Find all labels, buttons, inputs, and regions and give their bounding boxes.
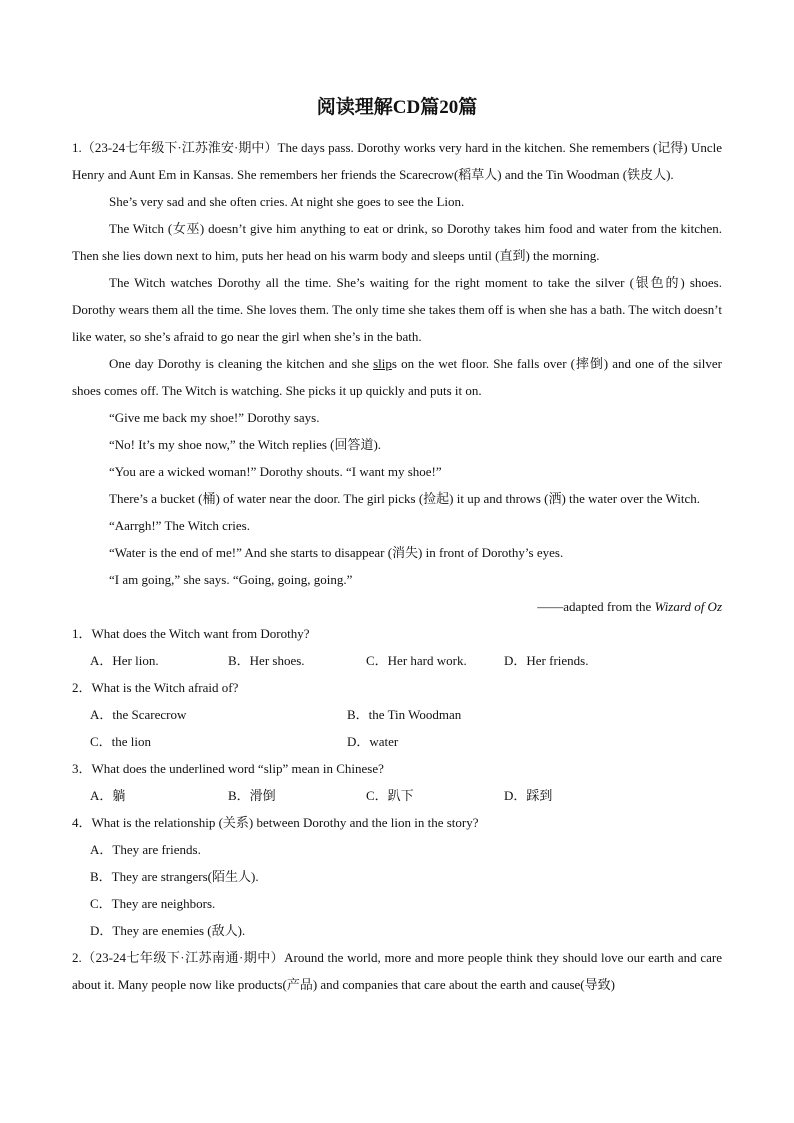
- answer-option[interactable]: B．Her shoes.: [228, 653, 305, 668]
- answer-option[interactable]: A．They are friends.: [90, 842, 201, 857]
- passage-paragraph: “Give me back my shoe!” Dorothy says.: [109, 410, 320, 425]
- question-stem: 4．What is the relationship (关系) between Dorothy and the lion in the story?: [72, 815, 479, 830]
- answer-option[interactable]: C．趴下: [366, 788, 414, 803]
- question-options: [72, 701, 722, 728]
- question-options: [72, 782, 722, 809]
- answer-option[interactable]: A．Her lion.: [90, 653, 159, 668]
- answer-option[interactable]: D．They are enemies (敌人).: [90, 923, 246, 938]
- answer-option[interactable]: B．the Tin Woodman: [347, 707, 462, 722]
- passage-paragraph: She’s very sad and she often cries. At night she goes to see the Lion.: [109, 194, 465, 209]
- passage-2-intro: [72, 944, 722, 998]
- passage-paragraph: Around the world, more and more people think they should love our earth and care about it. Many people now like products(产品) and companies that care about the earth and cause(导致): [72, 950, 722, 992]
- credit-title: Wizard of Oz: [654, 599, 722, 614]
- passage-paragraph: [72, 350, 722, 404]
- passage-number: 2.: [72, 950, 82, 965]
- document-content: [72, 134, 722, 998]
- passage-1-intro: [72, 134, 722, 188]
- text-run: One day Dorothy is cleaning the kitchen and she: [109, 356, 374, 371]
- answer-option[interactable]: A．躺: [90, 788, 126, 803]
- page-title: 阅读理解CD篇20篇: [316, 97, 478, 118]
- passage-number: 1.: [72, 140, 82, 155]
- passage-paragraph: “No! It’s my shoe now,” the Witch replies (回答道).: [109, 437, 382, 452]
- passage-source: （23-24七年级下·江苏南通·期中）: [81, 950, 285, 965]
- passage-paragraph: “Water is the end of me!” And she starts to disappear (消失) in front of Dorothy’s eyes.: [109, 545, 564, 560]
- answer-option[interactable]: B．They are strangers(陌生人).: [90, 869, 259, 884]
- underlined-word-slip: slip: [373, 356, 392, 371]
- question-stem: 3．What does the underlined word “slip” mean in Chinese?: [72, 761, 384, 776]
- question-stem: 2．What is the Witch afraid of?: [72, 680, 239, 695]
- question-options: [72, 728, 722, 755]
- answer-option[interactable]: B．滑倒: [228, 788, 276, 803]
- passage-paragraph: The days pass. Dorothy works very hard in the kitchen. She remembers (记得) Uncle Henry and Aunt Em in Kansas. She remembers her friends the Scarecrow(稻草人) and the Tin Woodman (铁皮人).: [72, 140, 722, 182]
- question-options: [72, 647, 722, 674]
- passage-paragraph: The Witch (女巫) doesn’t give him anything to eat or drink, so Dorothy takes him food and water from the kitchen. Then she lies down next to him, puts her head on his warm body and sleeps until (直到) the morning.: [72, 221, 722, 263]
- answer-option[interactable]: A．the Scarecrow: [90, 707, 187, 722]
- passage-paragraph: “You are a wicked woman!” Dorothy shouts. “I want my shoe!”: [109, 464, 442, 479]
- answer-option[interactable]: D．Her friends.: [504, 653, 589, 668]
- passage-paragraph: “Aarrgh!” The Witch cries.: [109, 518, 250, 533]
- answer-option[interactable]: C．the lion: [90, 734, 152, 749]
- text-run: s on the wet floor. She falls over (摔倒) and one of the silver shoes comes off. The Witch is watching. She picks it up quickly and puts it on.: [72, 356, 722, 398]
- answer-option[interactable]: C．Her hard work.: [366, 653, 467, 668]
- passage-paragraph: “I am going,” she says. “Going, going, going.”: [109, 572, 353, 587]
- question-stem: 1．What does the Witch want from Dorothy?: [72, 626, 310, 641]
- answer-option[interactable]: D．踩到: [504, 788, 553, 803]
- passage-credit: [72, 593, 722, 620]
- credit-prefix: ——adapted from the: [537, 599, 655, 614]
- answer-option[interactable]: C．They are neighbors.: [90, 896, 216, 911]
- passage-paragraph: The Witch watches Dorothy all the time. She’s waiting for the right moment to take the silver (银色的) shoes. Dorothy wears them all the time. She loves them. The only time she takes them off is when she has a bath. The witch doesn’t like water, so she’s afraid to go near the girl when she’s in the bath.: [72, 275, 722, 344]
- passage-paragraph: There’s a bucket (桶) of water near the door. The girl picks (捡起) it up and throws (洒) the water over the Witch.: [109, 491, 701, 506]
- answer-option[interactable]: D．water: [347, 734, 399, 749]
- passage-source: （23-24七年级下·江苏淮安·期中）: [81, 140, 278, 155]
